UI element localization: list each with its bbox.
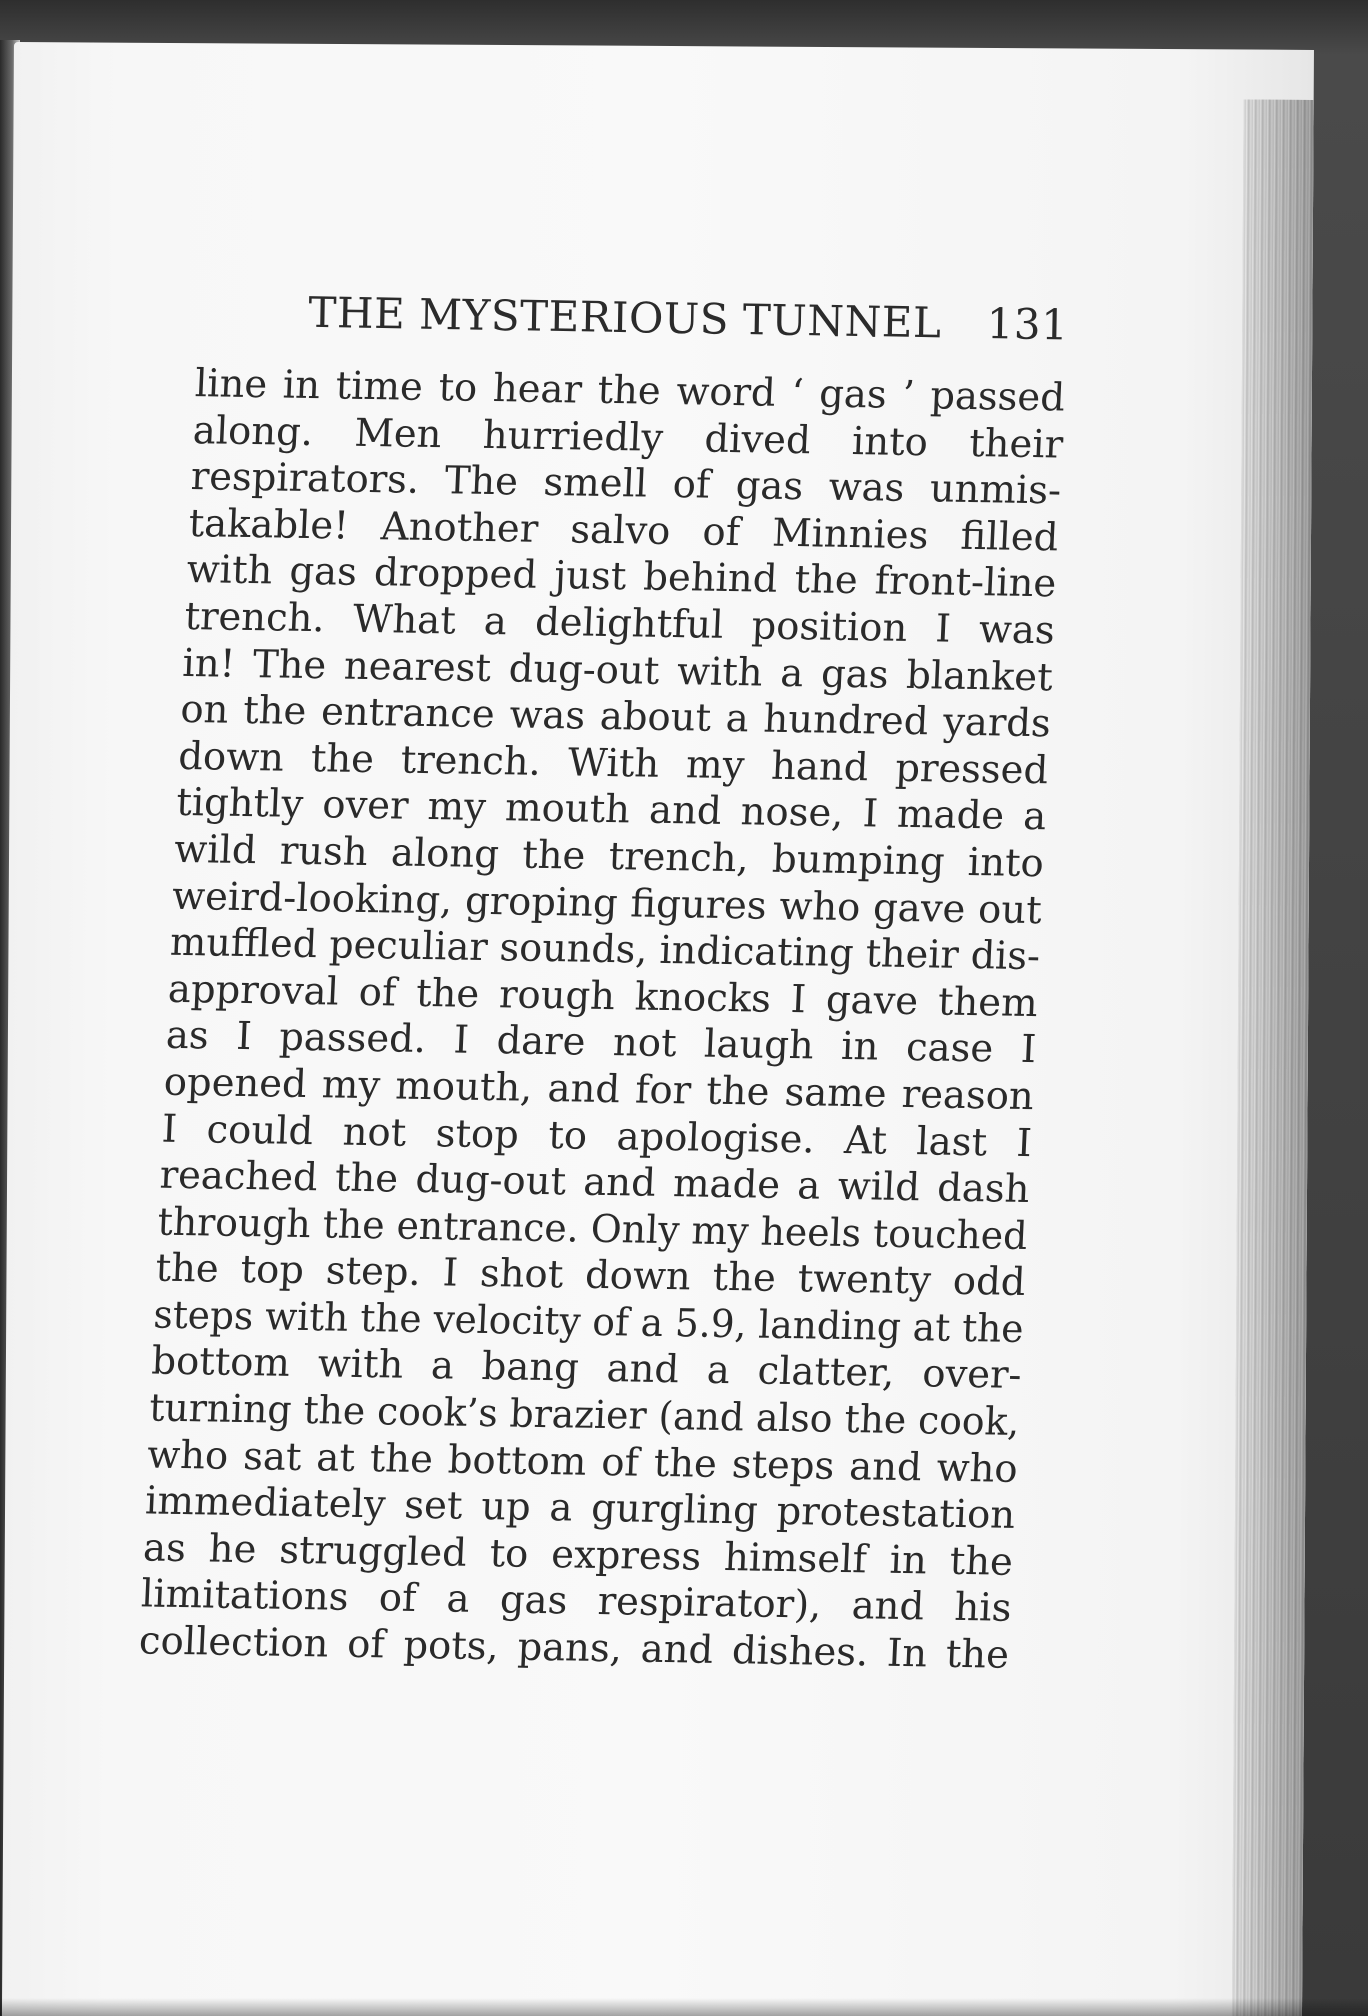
text-line: I could not stop to apologise. At last I	[160, 1106, 1033, 1166]
page-number: 131	[986, 299, 1069, 350]
text-line: as I passed. I dare not laugh in case I	[165, 1013, 1038, 1073]
text-line: opened my mouth, and for the same reason	[162, 1059, 1035, 1120]
text-line: on the entrance was about a hundred yards	[179, 687, 1052, 747]
text-line: with gas dropped just behind the front-line	[185, 547, 1058, 607]
text-line: tightly over my mouth and nose, I made a	[175, 780, 1048, 840]
text-line: takable! Another salvo of Minnies filled	[187, 500, 1060, 561]
text-line: bottom with a bang and a clatter, over-	[150, 1338, 1023, 1399]
text-line: muffled peculiar sounds, indicating their dis-	[169, 919, 1041, 980]
text-line: along. Men hurriedly dived into their	[191, 407, 1065, 468]
page-paper	[2, 42, 1314, 2016]
text-line: immediately set up a gurgling protestation	[144, 1478, 1017, 1539]
text-line: the top step. I shot down the twenty odd	[154, 1245, 1027, 1306]
text-line: in! The nearest dug-out with a gas blanket	[181, 640, 1054, 700]
text-line: wild rush along the trench, bumping into	[173, 826, 1045, 887]
text-line: collection of pots, pans, and dishes. In the	[138, 1618, 1010, 1678]
page-stack-edges	[1232, 100, 1314, 2016]
text-line: who sat at the bottom of the steps and who	[146, 1432, 1019, 1492]
text-line: as he struggled to express himself in the	[142, 1525, 1014, 1585]
text-line: trench. What a delightful position I was	[183, 593, 1056, 654]
text-line: approval of the rough knocks I gave them	[167, 966, 1039, 1026]
bottom-shadow	[0, 1998, 1368, 2016]
text-line: limitations of a gas respirator), and his	[140, 1571, 1013, 1632]
text-line: down the trench. With my hand pressed	[177, 733, 1050, 794]
text-line: weird-looking, groping figures who gave out	[171, 873, 1043, 933]
running-header	[308, 288, 1069, 373]
text-line: steps with the velocity of a 5.9, landing at the	[152, 1292, 1025, 1352]
body-text	[138, 361, 1066, 1679]
text-line: turning the cook’s brazier (and also the cook,	[148, 1385, 1021, 1445]
text-line: reached the dug-out and made a wild dash	[158, 1152, 1031, 1213]
running-title: THE MYSTERIOUS TUNNEL	[308, 287, 942, 348]
text-line: line in time to hear the word ‘ gas ’ passed	[194, 361, 1066, 421]
text-line: respirators. The smell of gas was unmis-	[189, 454, 1063, 514]
text-line: through the entrance. Only my heels touched	[156, 1199, 1029, 1259]
